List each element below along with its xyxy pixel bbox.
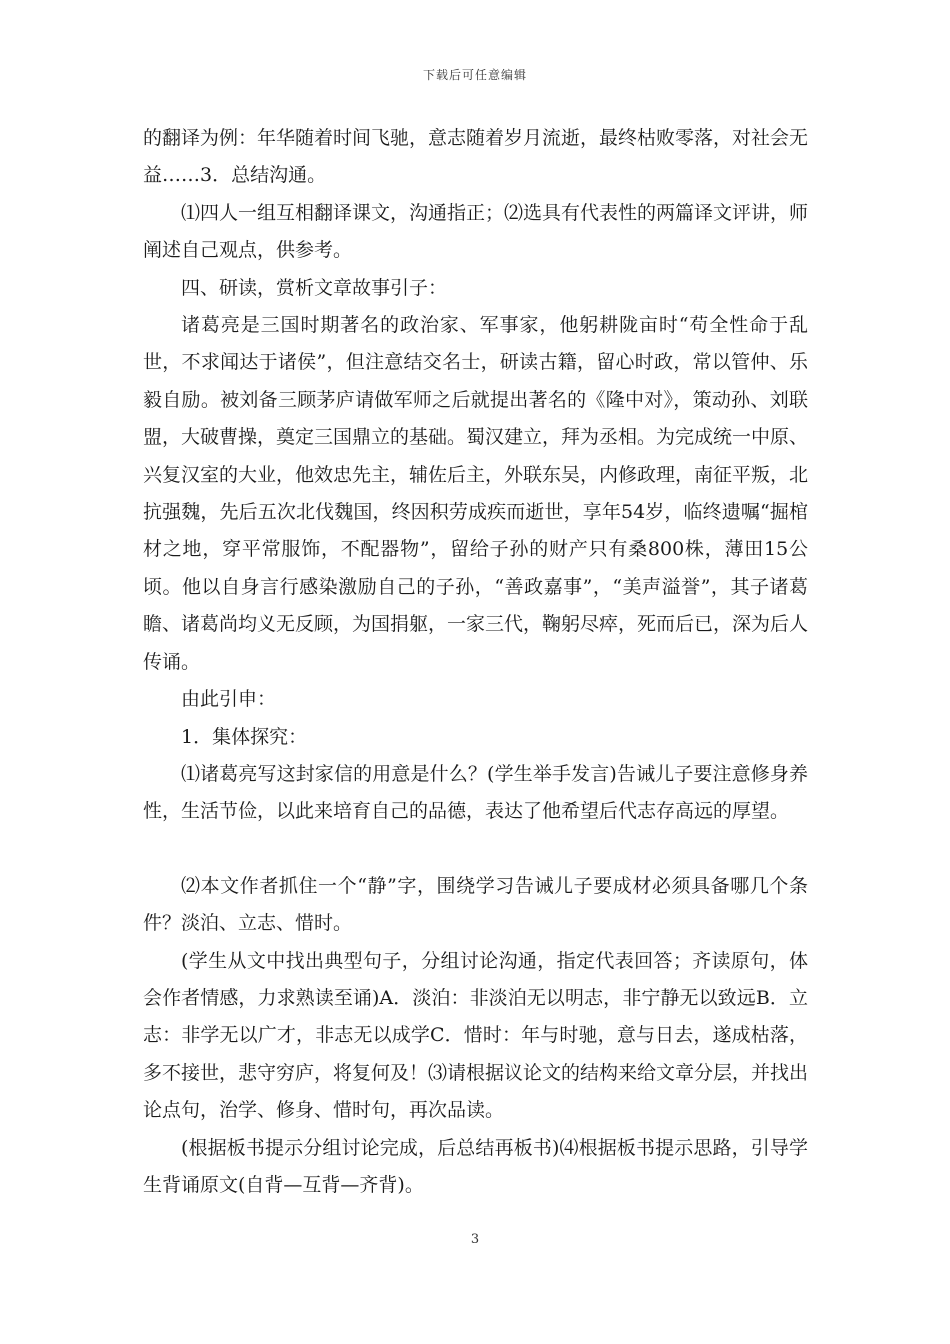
document-body	[143, 120, 808, 1204]
paragraph-board-summary: (根据板书提示分组讨论完成，后总结再板书)⑷根据板书提示思路，引导学生背诵原文(自背—互背—齐背)。	[143, 1136, 808, 1196]
paragraph-extension: 由此引申：	[181, 688, 277, 711]
paragraph-student-discussion: (学生从文中找出典型句子，分组讨论沟通，指定代表回答；齐读原句，体会作者情感，力求熟读至诵)A．淡泊：非淡泊无以明志，非宁静无以致远B．立志：非学无以广才，非志无以成学C．惜时：年与时驰，意与日去，遂成枯落，多不接世，悲守穷庐，将复何及！⑶请根据议论文的结构来给文章分层，并找出论点句，治学、修身、惜时句，再次品读。	[143, 949, 809, 1122]
paragraph-question-2: ⑵本文作者抓住一个“静”字，围绕学习告诫儿子要成材必须具备哪几个条件？淡泊、立志、惜时。	[143, 874, 808, 935]
section-heading-study: 四、研读，赏析文章故事引子：	[181, 276, 448, 299]
page-header: 下载后可任意编辑	[422, 68, 527, 82]
paragraph-question-1: ⑴诸葛亮写这封家信的用意是什么？(学生举手发言)告诫儿子要注意修身养性，生活节俭，以此来培育自己的品德，表达了他希望后代志存高远的厚望。	[143, 762, 808, 823]
subheading-collective-inquiry: 1．集体探究：	[181, 725, 308, 748]
page-number: 3	[470, 1232, 480, 1247]
paragraph-group-translation: ⑴四人一组互相翻译课文，沟通指正；⑵选具有代表性的两篇译文评讲，师阐述自己观点，供参考。	[143, 201, 809, 262]
paragraph-spacer	[143, 831, 808, 868]
paragraph-translation-example: 的翻译为例：年华随着时间飞驰，意志随着岁月流逝，最终枯败零落，对社会无益……3．总结沟通。	[143, 127, 809, 187]
paragraph-zhuge-liang-story: 诸葛亮是三国时期著名的政治家、军事家，他躬耕陇亩时“苟全性命于乱世，不求闻达于诸侯”，但注意结交名士，研读古籍，留心时政，常以管仲、乐毅自励。被刘备三顾茅庐请做军师之后就提出著名的《隆中对》，策动孙、刘联盟，大破曹操，奠定三国鼎立的基础。蜀汉建立，拜为丞相。为完成统一中原、兴复汉室的大业，他效忠先主，辅佐后主，外联东吴，内修政理，南征平叛，北抗强魏，先后五次北伐魏国，终因积劳成疾而逝世，享年54岁，临终遗嘱“掘棺材之地，穿平常服饰，不配器物”，留给子孙的财产只有桑800株，薄田15公顷。他以自身言行感染激励自己的子孙，“善政嘉事”，“美声溢誉”，其子诸葛瞻、诸葛尚均义无反顾，为国捐躯，一家三代，鞠躬尽瘁，死而后已，深为后人传诵。	[143, 314, 809, 673]
